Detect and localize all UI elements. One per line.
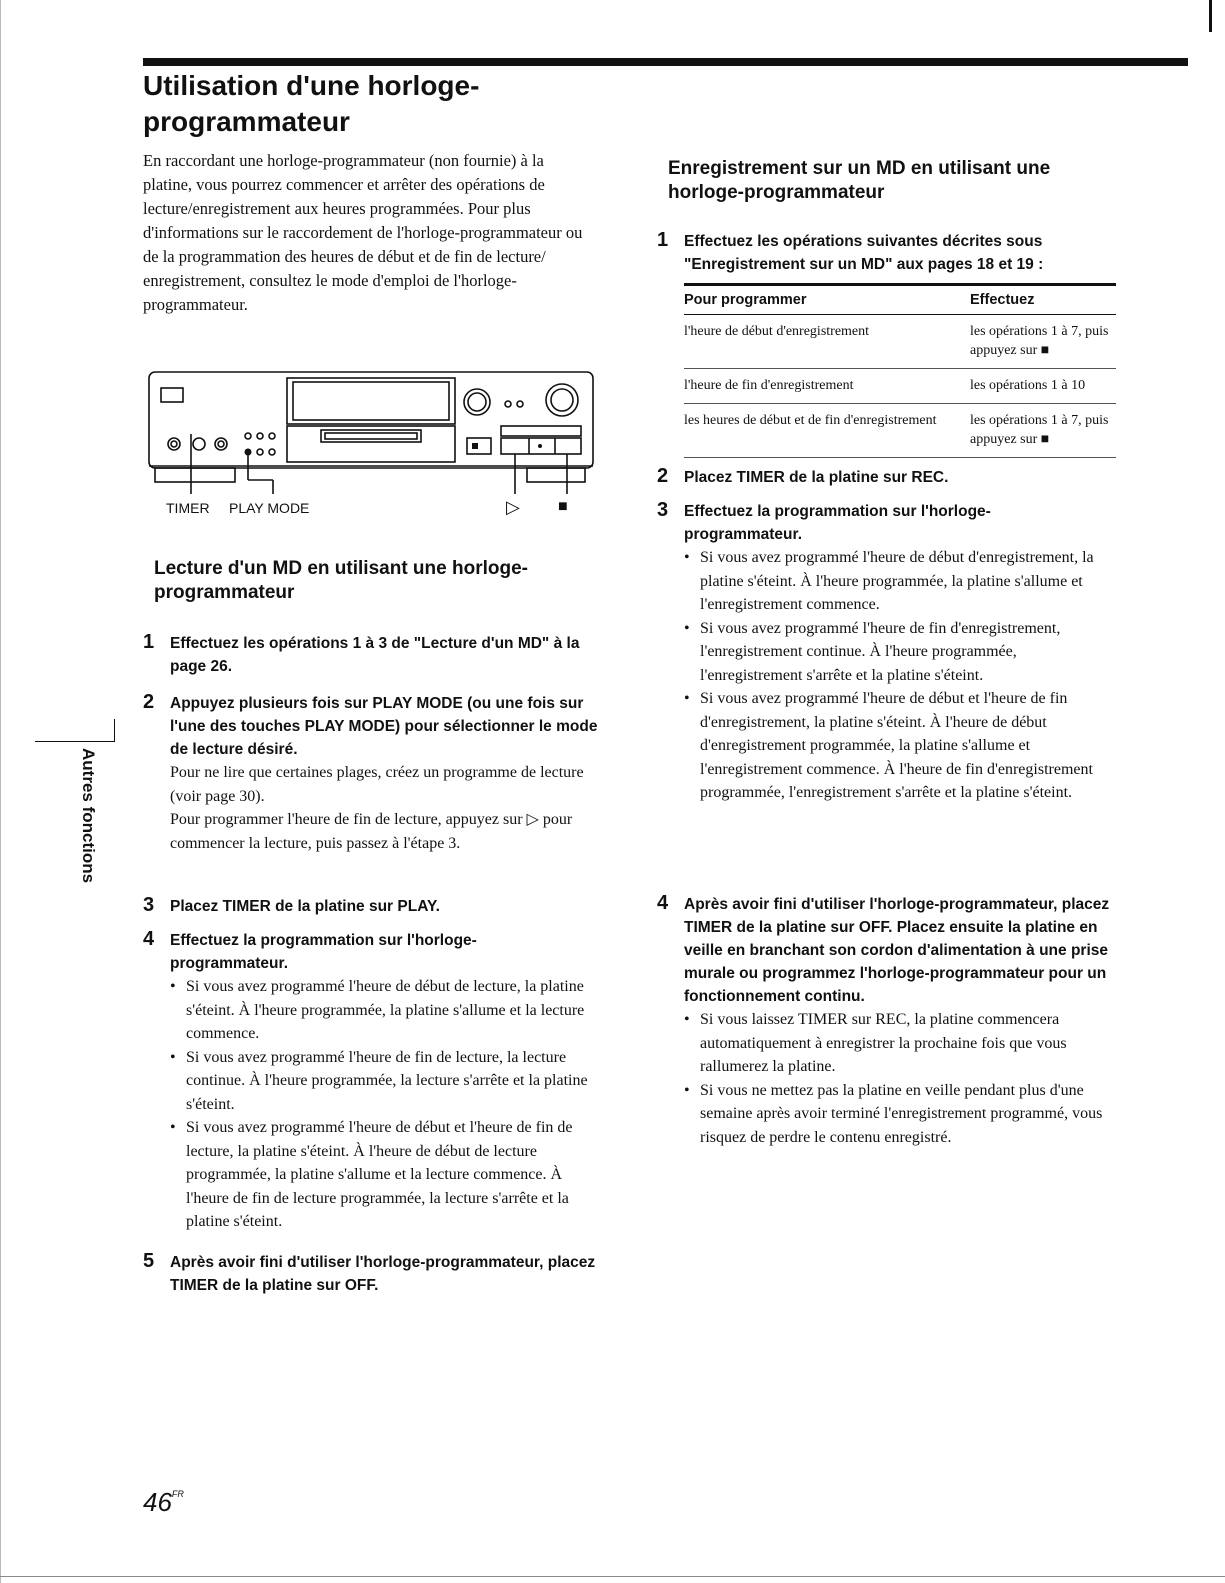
table-cell: l'heure de début d'enregistrement — [684, 315, 970, 369]
step-number: 3 — [143, 894, 155, 916]
bullet-list — [684, 1008, 1120, 1149]
title-rule — [143, 58, 1188, 66]
step-text-block — [684, 893, 1120, 1149]
deck-illustration — [147, 368, 597, 528]
page-title: Utilisation d'une horloge- programmateur — [143, 70, 480, 137]
table-header: Effectuez — [970, 285, 1116, 315]
step-body-1: Pour ne lire que certaines plages, créez un programme de lecture (voir page 30). — [170, 764, 584, 805]
table-row — [684, 404, 1116, 458]
step-number: 2 — [143, 691, 155, 713]
page-number — [143, 1487, 184, 1518]
step-text: Après avoir fini d'utiliser l'horloge-programmateur, placez TIMER de la platine sur OFF. Placez ensuite la platine en veille en branchant son cordon d'alimentation à une prise murale ou programmez l'horloge-programmateur pour un fonctionnement continu. — [684, 896, 1110, 1005]
play-mode-label: PLAY MODE — [229, 500, 310, 516]
list-item: • Si vous avez programmé l'heure de début et l'heure de fin de lecture, la platine s'éteint. À l'heure de début de lecture programmée, la platine s'allume et la lecture commence. À l'heure de fin de lecture programmée, la lecture s'arrête et la platine s'éteint. — [170, 1116, 600, 1234]
page-bottom-line — [0, 1576, 1225, 1577]
intro-paragraph: En raccordant une horloge-programmateur (non fournie) à la platine, vous pourrez commencer et arrêter des opérations de lecture/enregistrement aux heures programmées. Pour plus d'informations sur le raccordement de l'horloge-programmateur ou de la programmation des heures de début et de fin de lecture/ enregistrement, consultez le mode d'emploi de l'horloge-programmateur. — [143, 151, 583, 314]
table-cell: l'heure de fin d'enregistrement — [684, 369, 970, 404]
step-number: 4 — [657, 892, 669, 914]
right-heading-text: Enregistrement sur un MD en utilisant une horloge-programmateur — [668, 158, 1051, 203]
step-text: Appuyez plusieurs fois sur PLAY MODE (ou une fois sur l'une des touches PLAY MODE) pour sélectionner le mode de lecture désiré. — [170, 695, 598, 758]
table-row — [684, 315, 1116, 369]
side-tab-marker — [35, 719, 115, 742]
step-text-block — [684, 500, 1116, 805]
step-text-block — [170, 929, 600, 1234]
step-number: 5 — [143, 1250, 155, 1272]
step-text: Effectuez les opérations suivantes décrites sous "Enregistrement sur un MD" aux pages 18 et 19 : — [684, 233, 1044, 273]
step-number: 3 — [657, 499, 669, 521]
page-number-value: 46 — [143, 1487, 172, 1517]
list-item: • Si vous avez programmé l'heure de fin d'enregistrement, l'enregistrement continue. À l'heure programmée, l'enregistrement s'arrête et la platine s'éteint. — [684, 617, 1116, 688]
step-text: Placez TIMER de la platine sur REC. — [684, 469, 949, 486]
table-cell: les opérations 1 à 7, puis appuyez sur ■ — [970, 404, 1116, 458]
left-heading-text: Lecture d'un MD en utilisant une horloge-programmateur — [154, 558, 528, 603]
list-item: • Si vous avez programmé l'heure de fin de lecture, la lecture continue. À l'heure programmée, la lecture s'arrête et la platine s'éteint. — [170, 1046, 600, 1117]
programming-table — [684, 283, 1116, 458]
table-header-row — [684, 285, 1116, 315]
side-tab-label: Autres fonctions — [79, 748, 98, 884]
step-text: Effectuez la programmation sur l'horloge-programmateur. — [170, 932, 477, 972]
step-number: 1 — [657, 229, 669, 251]
step-body-2: Pour programmer l'heure de fin de lecture, appuyez sur ▷ pour commencer la lecture, puis passez à l'étape 3. — [170, 811, 573, 852]
play-symbol: ▷ — [506, 497, 520, 517]
step-text: Après avoir fini d'utiliser l'horloge-programmateur, placez TIMER de la platine sur OFF. — [170, 1254, 596, 1294]
bullet-list — [170, 975, 600, 1234]
step-text: Effectuez les opérations 1 à 3 de "Lecture d'un MD" à la page 26. — [170, 635, 580, 675]
table-cell: les opérations 1 à 10 — [970, 369, 1116, 404]
step-number: 1 — [143, 631, 155, 653]
bullet-list — [684, 546, 1116, 805]
page-edge-line — [0, 0, 1, 1583]
table-cell: les opérations 1 à 7, puis appuyez sur ■ — [970, 315, 1116, 369]
table-row — [684, 369, 1116, 404]
step-text: Effectuez la programmation sur l'horloge-programmateur. — [684, 503, 991, 543]
list-item: • Si vous avez programmé l'heure de début et l'heure de fin d'enregistrement, la platine s'éteint. À l'heure de début d'enregistrement programmée, la platine s'allume et l'enregistrement commence. À l'heure de fin d'enregistrement programmée, l'enregistrement s'arrête et la platine s'éteint. — [684, 687, 1116, 805]
step-text-block — [170, 692, 602, 855]
stop-symbol: ■ — [558, 498, 568, 515]
right-section-heading — [668, 157, 1108, 205]
deck-drawing — [147, 368, 597, 528]
step-number: 4 — [143, 928, 155, 950]
timer-label: TIMER — [166, 500, 210, 516]
step-number: 2 — [657, 465, 669, 487]
list-item: • Si vous laissez TIMER sur REC, la platine commencera automatiquement à enregistrer la prochaine fois que vous rallumerez la platine. — [684, 1008, 1120, 1079]
page-corner-mark — [1209, 0, 1212, 32]
table-cell: les heures de début et de fin d'enregistrement — [684, 404, 970, 458]
list-item: • Si vous ne mettez pas la platine en veille pendant plus d'une semaine après avoir terminé l'enregistrement programmé, vous risquez de perdre le contenu enregistré. — [684, 1079, 1120, 1150]
list-item: • Si vous avez programmé l'heure de début de lecture, la platine s'éteint. À l'heure programmée, la platine s'allume et la lecture commence. — [170, 975, 600, 1046]
page-number-suffix: FR — [171, 1489, 184, 1499]
list-item: • Si vous avez programmé l'heure de début d'enregistrement, la platine s'éteint. À l'heure programmée, la platine s'allume et l'enregistrement commence. — [684, 546, 1116, 617]
left-section-heading — [154, 557, 594, 605]
table-header: Pour programmer — [684, 285, 970, 315]
step-text: Placez TIMER de la platine sur PLAY. — [170, 898, 440, 915]
